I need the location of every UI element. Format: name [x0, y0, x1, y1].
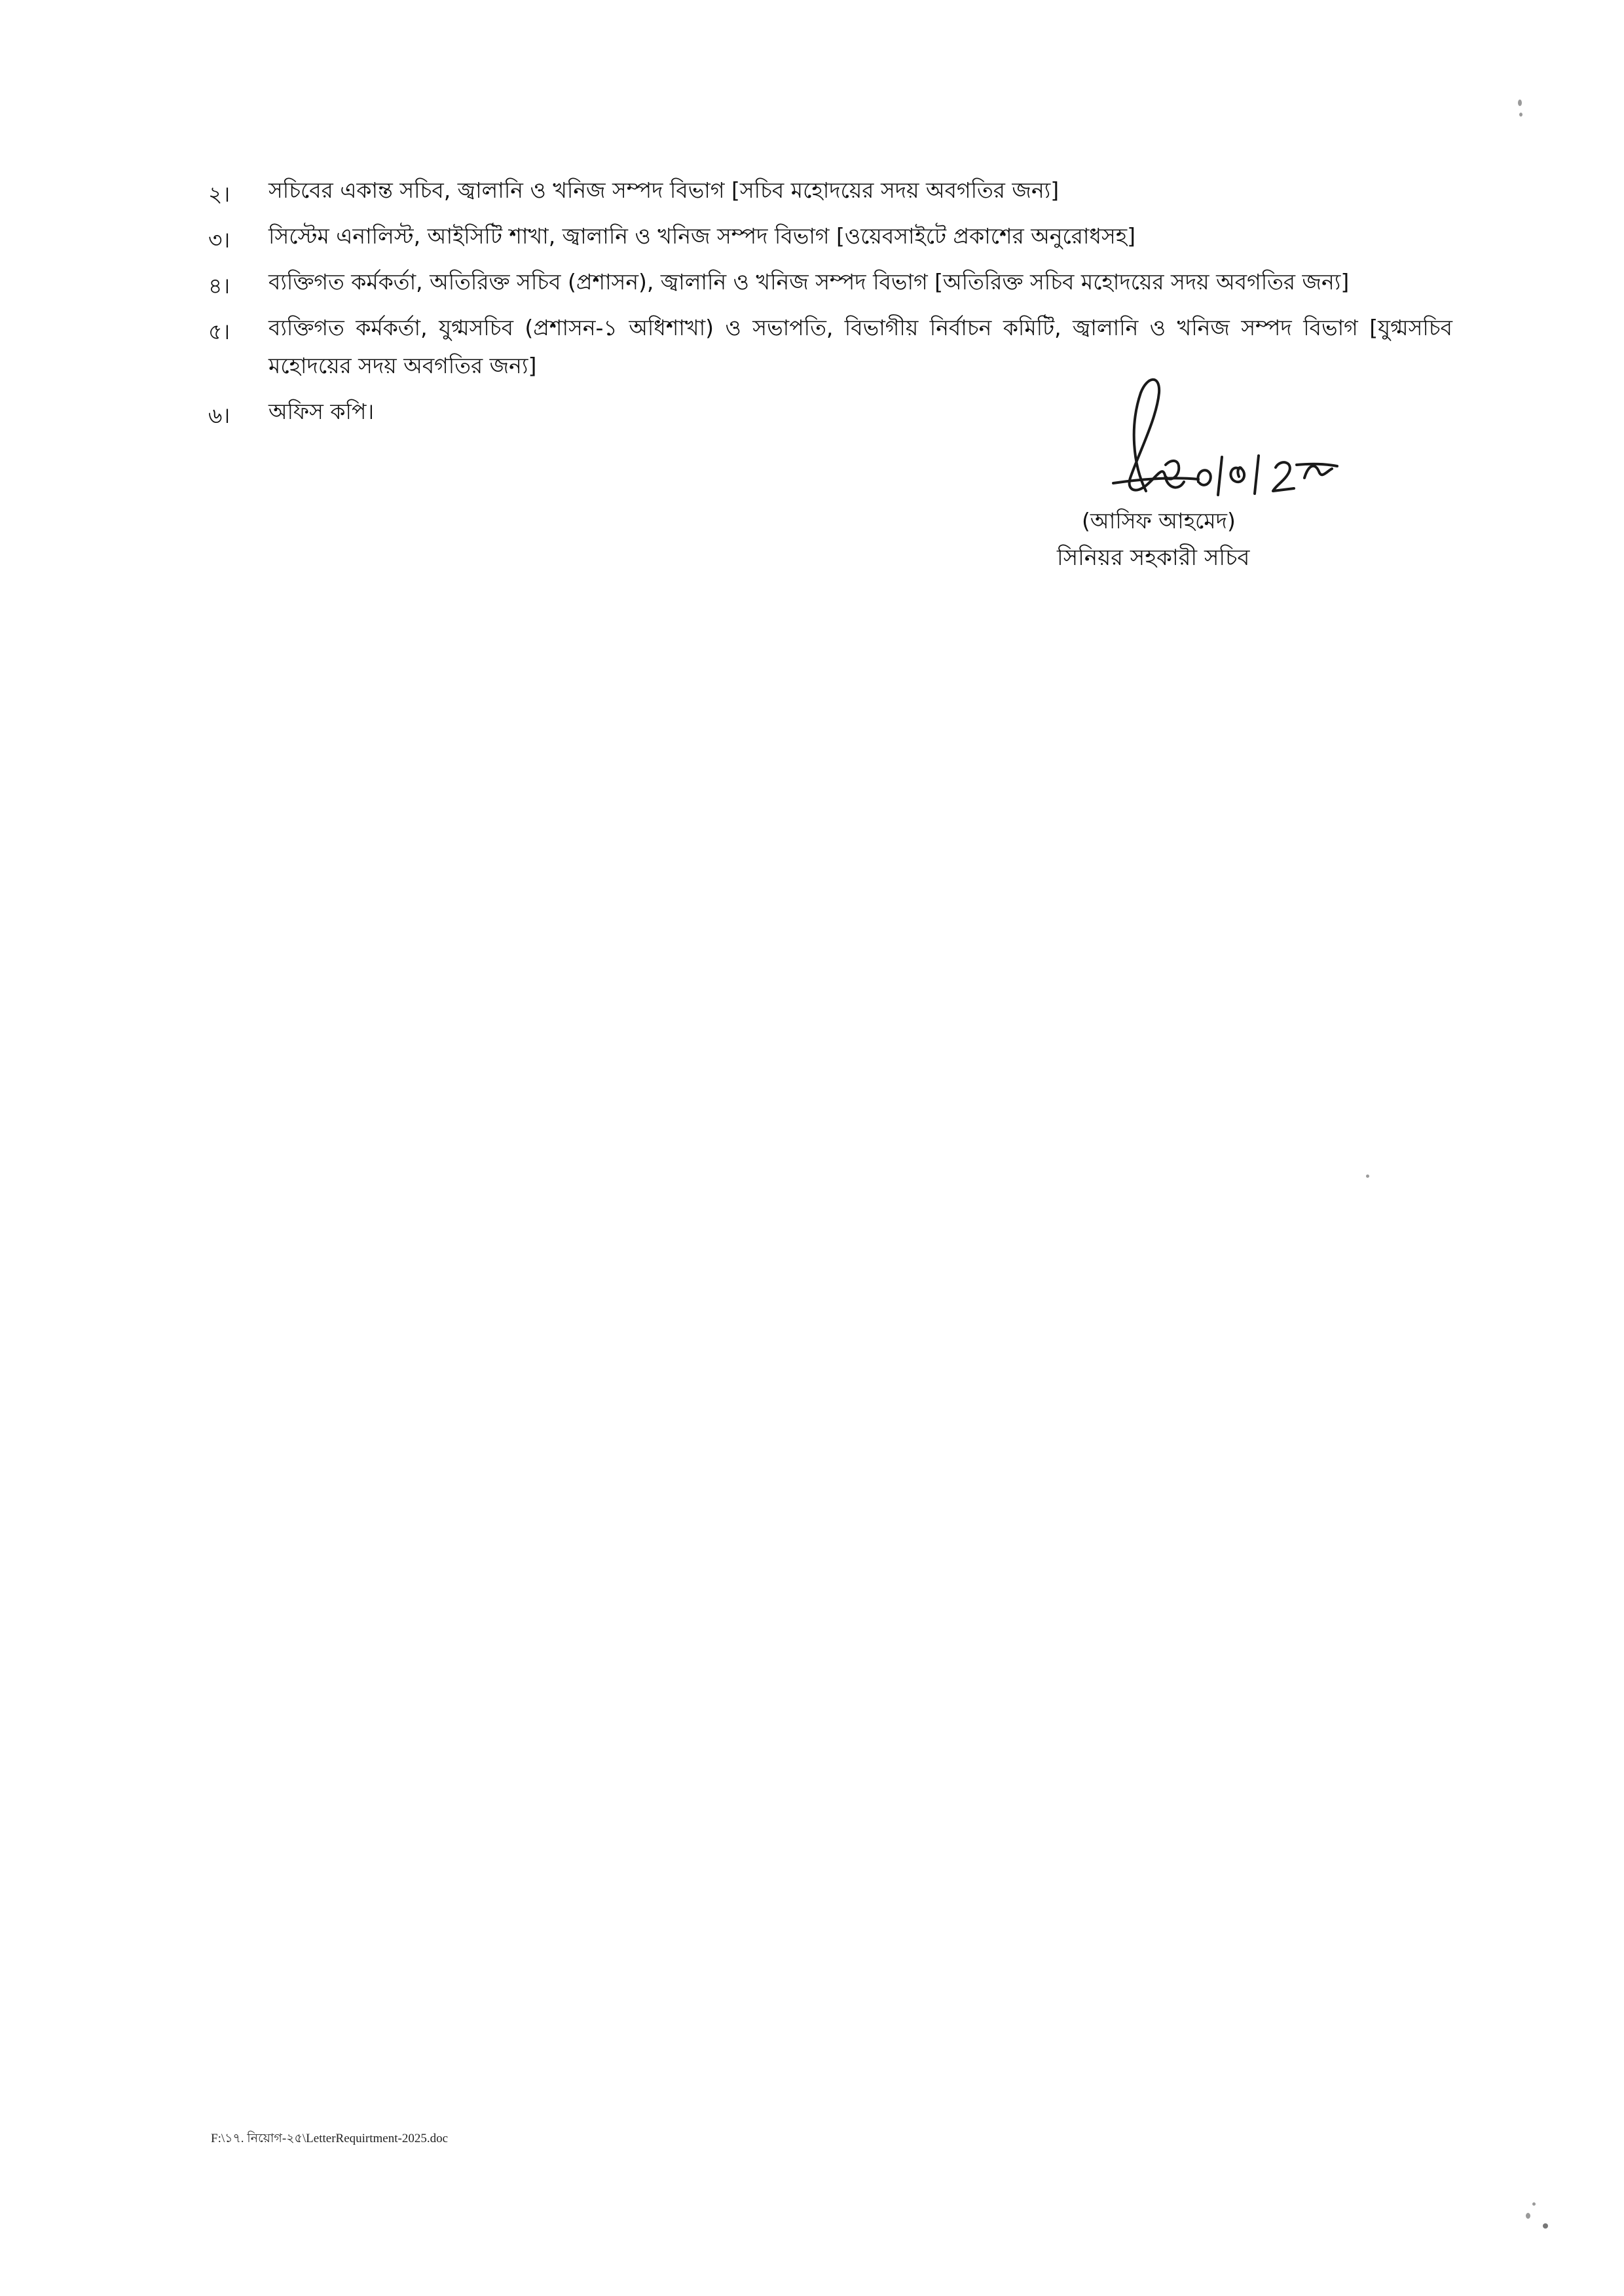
- signature-block: [1008, 367, 1349, 589]
- list-item-text: সিস্টেম এনালিস্ট, আইসিটি শাখা, জ্বালানি ও খনিজ সম্পদ বিভাগ [ওয়েবসাইটে প্রকাশের অনুরোধসহ]: [268, 223, 1135, 249]
- list-item-text: সচিবের একান্ত সচিব, জ্বালানি ও খনিজ সম্পদ বিভাগ [সচিব মহোদয়ের সদয় অবগতির জন্য]: [268, 177, 1060, 203]
- list-item-text: ব্যক্তিগত কর্মকর্তা, যুগ্মসচিব (প্রশাসন-১ অধিশাখা) ও সভাপতি, বিভাগীয় নির্বাচন কমিটি, জ্বালানি ও খনিজ সম্পদ বিভাগ [যুগ্মসচিব মহোদয়ের সদয় অবগতির জন্য]: [268, 315, 1452, 378]
- file-path-footer: F:\১৭. নিয়োগ-২৫\LetterRequirtment-2025.doc: [211, 2132, 449, 2145]
- list-item-number: ৪।: [208, 273, 231, 299]
- list-item-text: অফিস কপি।: [268, 399, 375, 424]
- list-item-text: ব্যক্তিগত কর্মকর্তা, অতিরিক্ত সচিব (প্রশাসন), জ্বালানি ও খনিজ সম্পদ বিভাগ [অতিরিক্ত সচিব মহোদয়ের সদয় অবগতির জন্য]: [268, 269, 1350, 295]
- list-item: [208, 263, 1452, 301]
- scan-speck: [1366, 1175, 1369, 1178]
- handwritten-signature: [1067, 367, 1342, 517]
- list-item: [208, 172, 1452, 210]
- scan-speck: [1526, 2213, 1530, 2219]
- scan-speck: [1543, 2223, 1548, 2229]
- list-item-number: ৬।: [208, 403, 231, 428]
- signer-designation: সিনিয়র সহকারী সচিব: [1057, 545, 1250, 571]
- scan-speck: [1519, 113, 1522, 117]
- scan-speck: [1532, 2202, 1536, 2206]
- list-item-number: ২।: [208, 181, 231, 207]
- signer-name: (আসিফ আহমেদ): [1082, 508, 1236, 534]
- list-item-number: ৫।: [208, 319, 231, 344]
- scan-speck: [1518, 100, 1522, 106]
- list-item: [208, 217, 1452, 255]
- list-item-number: ৩।: [208, 227, 231, 253]
